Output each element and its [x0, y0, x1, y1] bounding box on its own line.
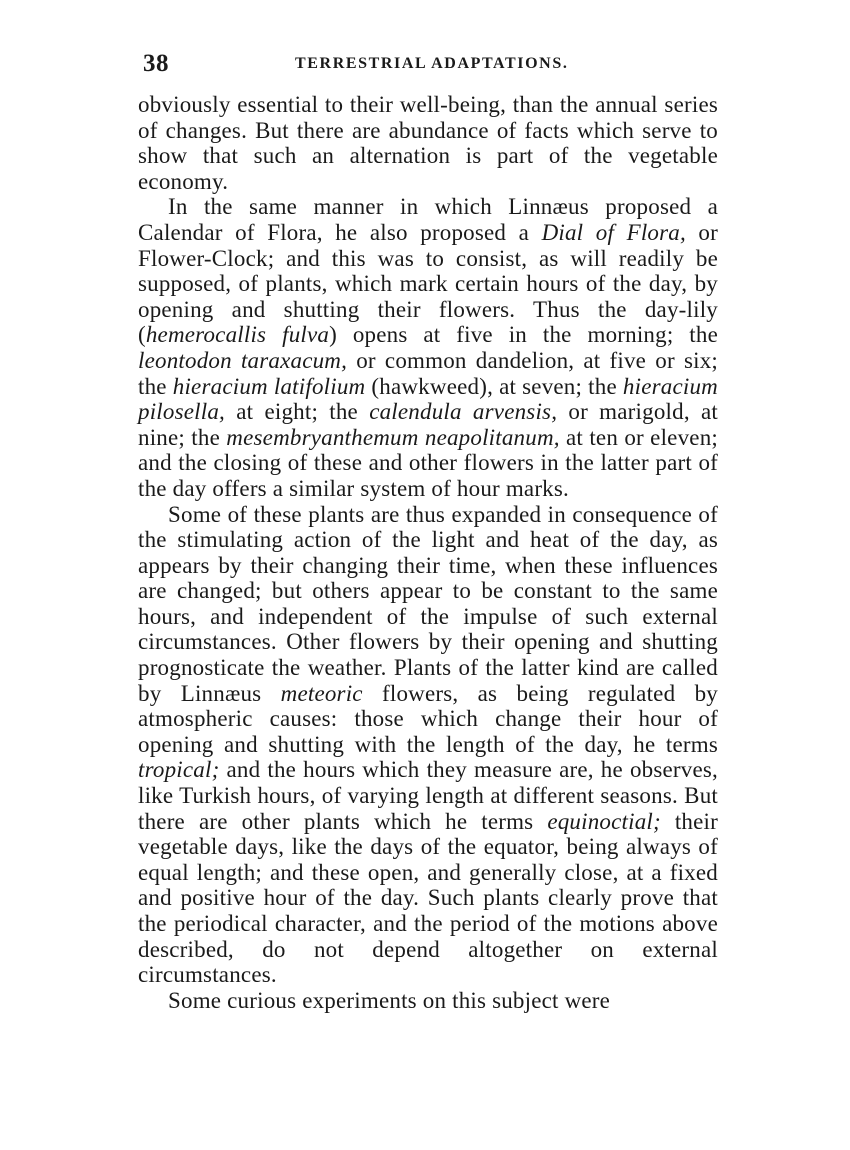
italic-segment: leontodon taraxacum, — [138, 347, 348, 373]
text-segment: or Flower-Clock; and this was to consist, as will readily be supposed, of plants, which mark certain hours of the day, by opening and shutting their flowers. Thus the day-lily ( — [138, 219, 718, 348]
italic-segment: hieracium pilosella, — [138, 373, 718, 425]
paragraph — [138, 194, 718, 501]
text-segment: and the hours which they measure are, he observes, like Turkish hours, of varying length at different seasons. But there are other plants which he terms — [138, 757, 718, 834]
text-segment: Some of these plants are thus expanded in consequence of the stimulating action of the light and heat of the day, as appears by their changing their time, when these influences are changed; but others appear to be constant to the same hours, and independent of the impulse of such external circumstances. Other flowers by their opening and shutting prognosticate the weather. Plants of the latter kind are called by Linnæus — [138, 501, 718, 706]
italic-segment: hieracium latifolium — [172, 373, 366, 399]
paragraph — [138, 92, 718, 194]
page-number: 38 — [143, 50, 169, 77]
text-segment: or marigold, at nine; the — [138, 399, 719, 450]
italic-segment: hemerocallis fulva — [145, 322, 330, 348]
text-segment: ) opens at five in the morning; the — [329, 322, 718, 348]
text-segment: In the same manner in which Linnæus proposed a Calendar of Flora, he also proposed a — [138, 194, 718, 245]
text-segment: at ten or eleven; and the closing of these and other flowers in the latter part of the day offers a similar system of hour marks. — [138, 424, 718, 501]
italic-segment: equinoctial; — [547, 808, 661, 834]
body-text — [138, 92, 718, 1013]
text-segment: (hawkweed), at seven; the — [365, 373, 623, 399]
text-segment: Some curious experiments on this subject were — [168, 987, 611, 1013]
text-segment: flowers, as being regulated by atmospheric causes: those which change their hour of opening and shutting with the length of the day, he terms — [138, 680, 718, 757]
text-segment: obviously essential to their well-being, than the annual series of changes. But there are abundance of facts which serve to show that such an alternation is part of the vegetable economy. — [138, 92, 718, 194]
page-header — [143, 50, 718, 80]
text-segment: at eight; the — [224, 399, 370, 425]
italic-segment: meteoric — [280, 680, 363, 706]
italic-segment: tropical; — [138, 757, 220, 783]
italic-segment: Dial of Flora, — [541, 219, 686, 245]
text-segment: or common dandelion, at five or six; the — [138, 347, 718, 399]
paragraph — [138, 988, 718, 1014]
italic-segment: calendula arvensis, — [369, 399, 558, 425]
italic-segment: mesembryanthemum neapolitanum, — [226, 424, 560, 450]
running-title: TERRESTRIAL ADAPTATIONS. — [295, 55, 569, 72]
text-segment: their vegetable days, like the days of the equator, being always of equal length; and these open, and generally close, at a fixed and positive hour of the day. Such plants clearly prove that the periodical character, and the period of the motions above described, do not depend altogether on external circumstances. — [138, 808, 718, 988]
paragraph — [138, 502, 718, 988]
